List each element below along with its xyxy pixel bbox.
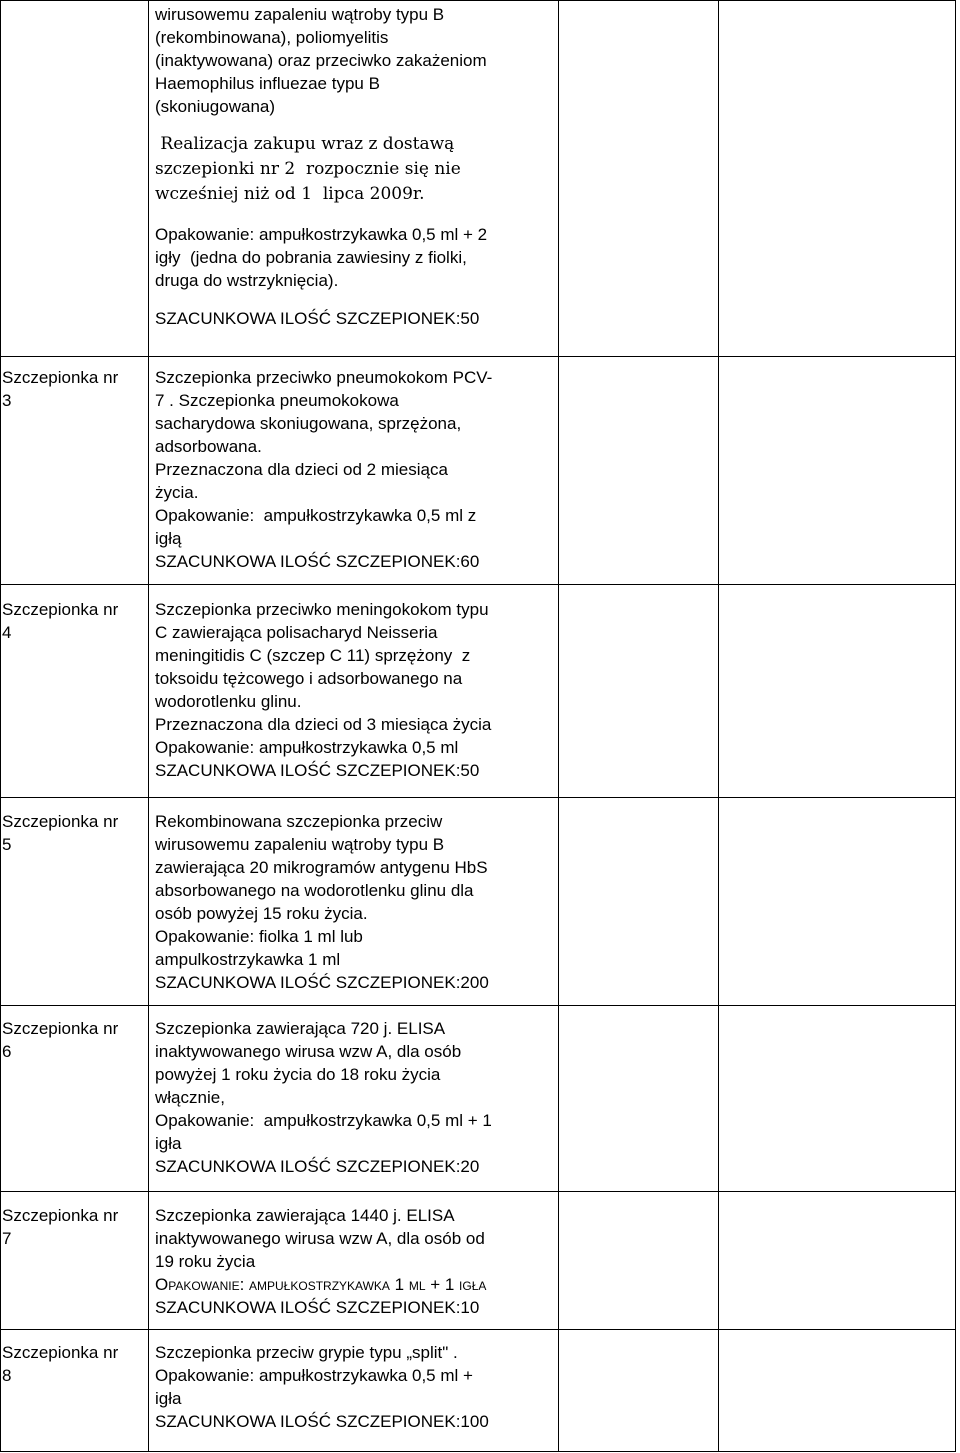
vaccine-description-cell [149, 585, 559, 798]
empty-cell [559, 1006, 719, 1192]
table-row [1, 1330, 956, 1452]
empty-cell [719, 1192, 956, 1330]
description-line: Opakowanie: ampułkostrzykawka 0,5 ml + 2 [155, 225, 488, 244]
description-line: igła [155, 1134, 182, 1153]
description-line: Szczepionka zawierająca 1440 j. ELISA [155, 1206, 455, 1225]
description-line: (skoniugowana) [155, 97, 276, 116]
description-line: inaktywowanego wirusa wzw A, dla osób od [155, 1229, 485, 1248]
description-line: Realizacja zakupu wraz z dostawą [155, 134, 455, 154]
table-row [1, 1006, 956, 1192]
description-line: ampulkostrzykawka 1 ml [155, 950, 341, 969]
description-line: toksoidu tężcowego i adsorbowanego na [155, 669, 463, 688]
description-line: szczepionki nr 2 rozpocznie się nie [155, 159, 461, 179]
description-line: włącznie, [155, 1088, 225, 1107]
description-line: Przeznaczona dla dzieci od 3 miesiąca życia [155, 715, 492, 734]
vaccine-description-cell [149, 1, 559, 357]
empty-cell [719, 1330, 956, 1452]
description-line: 7 . Szczepionka pneumokokowa [155, 391, 399, 410]
description-line: wodorotlenku glinu. [155, 692, 302, 711]
empty-cell [719, 357, 956, 585]
description-line: Opakowanie: ampułkostrzykawka 0,5 ml + 1 [155, 1111, 492, 1130]
quantity-line: SZACUNKOWA ILOŚĆ SZCZEPIONEK:100 [155, 1412, 489, 1431]
quantity-line: SZACUNKOWA ILOŚĆ SZCZEPIONEK:10 [155, 1298, 480, 1317]
empty-cell [719, 585, 956, 798]
description-line: Rekombinowana szczepionka przeciw [155, 812, 443, 831]
empty-cell [559, 1, 719, 357]
description-line: Opakowanie: ampułkostrzykawka 0,5 ml [155, 738, 459, 757]
vaccine-number: 3 [2, 391, 12, 410]
description-line: Opakowanie: ampułkostrzykawka 0,5 ml z [155, 506, 477, 525]
vaccine-number-cell [1, 798, 149, 1006]
vaccine-description-cell [149, 357, 559, 585]
vaccine-number-cell [1, 585, 149, 798]
empty-cell [559, 357, 719, 585]
empty-cell [719, 1, 956, 357]
description-line: wirusowemu zapaleniu wątroby typu B [155, 835, 445, 854]
description-line: Szczepionka przeciwko meningokokom typu [155, 600, 489, 619]
description-line: Haemophilus influezae typu B [155, 74, 380, 93]
description-line: Szczepionka zawierająca 720 j. ELISA [155, 1019, 446, 1038]
description-line: życia. [155, 483, 199, 502]
vaccine-description-cell [149, 798, 559, 1006]
quantity-block [155, 307, 558, 330]
quantity-line: SZACUNKOWA ILOŚĆ SZCZEPIONEK:50 [155, 309, 480, 328]
vaccine-number: 4 [2, 623, 12, 642]
quantity-line: SZACUNKOWA ILOŚĆ SZCZEPIONEK:20 [155, 1157, 480, 1176]
vaccine-number-cell [1, 1330, 149, 1452]
description-line: (rekombinowana), poliomyelitis [155, 28, 389, 47]
vaccine-number-cell [1, 1006, 149, 1192]
description-line: wcześniej niż od 1 lipca 2009r. [155, 184, 425, 204]
empty-cell [559, 585, 719, 798]
description-line: Szczepionka przeciw grypie typu „split" . [155, 1343, 458, 1362]
table-row [1, 798, 956, 1006]
description-line: osób powyżej 15 roku życia. [155, 904, 368, 923]
vaccine-number: 7 [2, 1229, 12, 1248]
vaccine-number-cell [1, 1192, 149, 1330]
vaccine-label: Szczepionka nr [2, 1206, 119, 1225]
vaccine-number: 6 [2, 1042, 12, 1061]
vaccine-number-cell [1, 1, 149, 357]
empty-cell [559, 798, 719, 1006]
quantity-line: SZACUNKOWA ILOŚĆ SZCZEPIONEK:60 [155, 552, 480, 571]
table-row [1, 357, 956, 585]
vaccine-number-cell [1, 357, 149, 585]
empty-cell [559, 1192, 719, 1330]
vaccine-description-cell [149, 1330, 559, 1452]
vaccine-description-cell [149, 1006, 559, 1192]
description-line: druga do wstrzyknięcia). [155, 271, 339, 290]
description-line: sacharydowa skoniugowana, sprzężona, [155, 414, 462, 433]
description-line: absorbowanego na wodorotlenku glinu dla [155, 881, 474, 900]
description-line: igły (jedna do pobrania zawiesiny z fiolki, [155, 248, 467, 267]
delivery-note [155, 132, 558, 207]
description-line: 19 roku życia [155, 1252, 256, 1271]
description-line: Opakowanie: ampułkostrzykawka 1 ml + 1 igła [155, 1275, 487, 1294]
description-line: igła [155, 1389, 182, 1408]
description-line: (inaktywowana) oraz przeciwko zakażeniom [155, 51, 487, 70]
description-line: igłą [155, 529, 182, 548]
empty-cell [559, 1330, 719, 1452]
empty-cell [719, 798, 956, 1006]
description-line: Przeznaczona dla dzieci od 2 miesiąca [155, 460, 448, 479]
vaccine-number: 8 [2, 1366, 12, 1385]
description-line: C zawierająca polisacharyd Neisseria [155, 623, 438, 642]
table-row [1, 585, 956, 798]
packaging-block [155, 223, 558, 292]
vaccine-label: Szczepionka nr [2, 1019, 119, 1038]
vaccine-label: Szczepionka nr [2, 600, 119, 619]
description-line: Opakowanie: fiolka 1 ml lub [155, 927, 363, 946]
vaccine-number: 5 [2, 835, 12, 854]
description-line: inaktywowanego wirusa wzw A, dla osób [155, 1042, 462, 1061]
table-row [1, 1, 956, 357]
description-line: Opakowanie: ampułkostrzykawka 0,5 ml + [155, 1366, 473, 1385]
description-line: powyżej 1 roku życia do 18 roku życia [155, 1065, 441, 1084]
description-block [155, 1, 558, 118]
description-line: meningitidis C (szczep C 11) sprzężony z [155, 646, 471, 665]
vaccine-label: Szczepionka nr [2, 812, 119, 831]
empty-cell [719, 1006, 956, 1192]
table-row [1, 1192, 956, 1330]
quantity-line: SZACUNKOWA ILOŚĆ SZCZEPIONEK:200 [155, 973, 489, 992]
description-line: zawierająca 20 mikrogramów antygenu HbS [155, 858, 488, 877]
vaccine-description-cell [149, 1192, 559, 1330]
description-line: Szczepionka przeciwko pneumokokom PCV- [155, 368, 493, 387]
description-line: wirusowemu zapaleniu wątroby typu B [155, 5, 445, 24]
vaccine-label: Szczepionka nr [2, 368, 119, 387]
description-line: adsorbowana. [155, 437, 262, 456]
quantity-line: SZACUNKOWA ILOŚĆ SZCZEPIONEK:50 [155, 761, 480, 780]
vaccine-label: Szczepionka nr [2, 1343, 119, 1362]
